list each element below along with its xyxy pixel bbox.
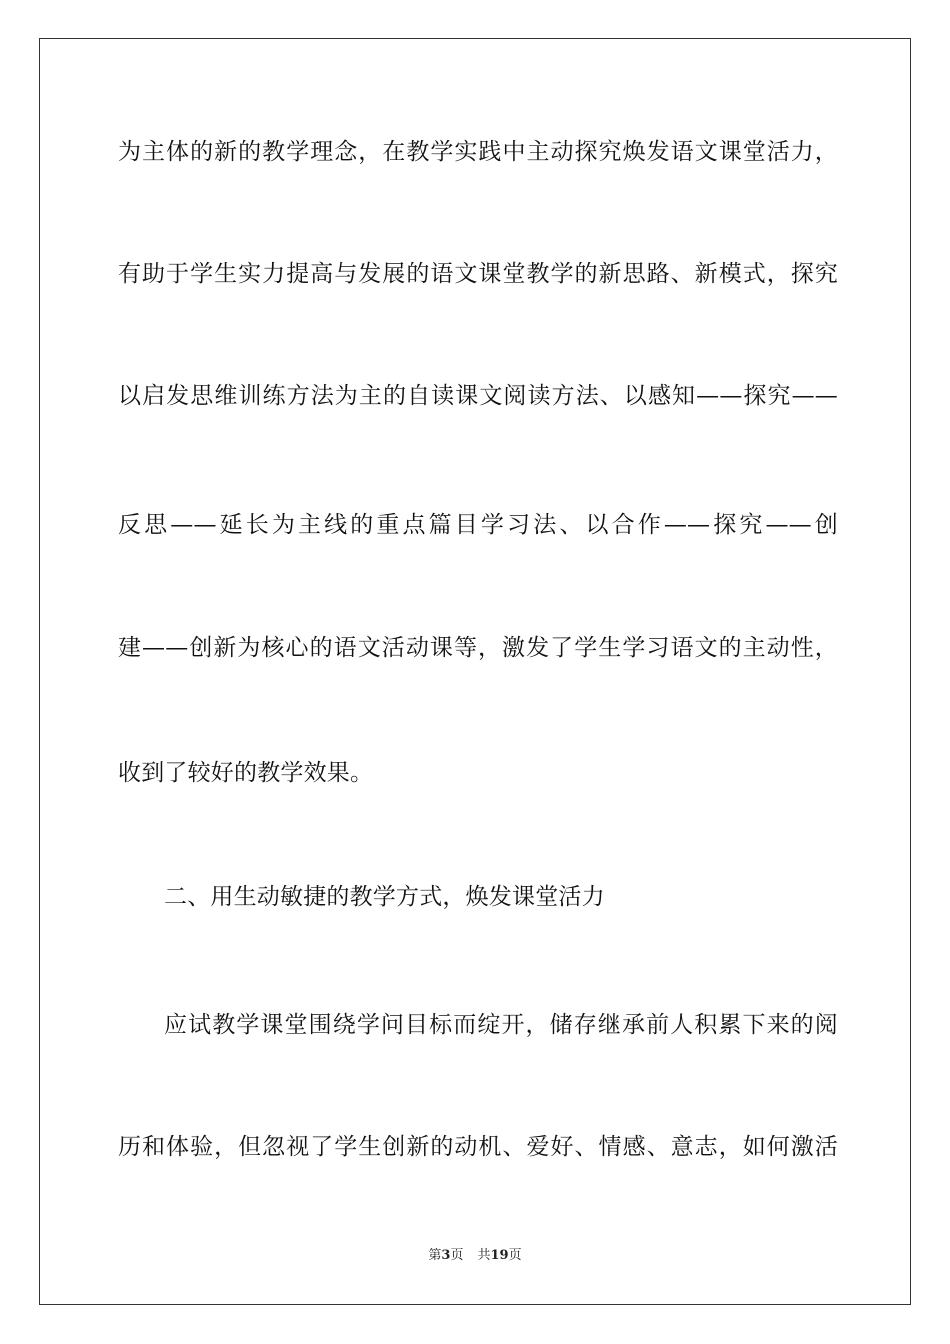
paragraph-line: 建——创新为核心的语文活动课等，激发了学生学习语文的主动性， (118, 635, 838, 661)
paragraph-line: 为主体的新的教学理念，在教学实践中主动探究焕发语文课堂活力， (118, 139, 838, 165)
total-pages: 19 (490, 1248, 509, 1263)
paragraph-line: 应试教学课堂围绕学问目标而绽开，储存继承前人积累下来的阅 (164, 1012, 838, 1038)
page-footer (0, 1247, 950, 1265)
paragraph-line: 以启发思维训练方法为主的自读课文阅读方法、以感知——探究—— (118, 383, 838, 409)
page-number: 3 (441, 1248, 451, 1263)
paragraph-line: 收到了较好的教学效果。 (118, 760, 374, 786)
page-suffix: 页 (450, 1248, 464, 1263)
page-border (39, 38, 911, 1305)
total-prefix: 共 (477, 1248, 491, 1263)
paragraph-line: 历和体验，但忽视了学生创新的动机、爱好、情感、意志，如何激活 (118, 1134, 838, 1160)
section-heading: 二、用生动敏捷的教学方式，焕发课堂活力 (164, 884, 605, 910)
paragraph-line: 有助于学生实力提高与发展的语文课堂教学的新思路、新模式，探究 (118, 261, 838, 287)
total-suffix: 页 (508, 1248, 522, 1263)
page-prefix: 第 (428, 1248, 442, 1263)
paragraph-line: 反思——延长为主线的重点篇目学习法、以合作——探究——创 (118, 512, 838, 538)
